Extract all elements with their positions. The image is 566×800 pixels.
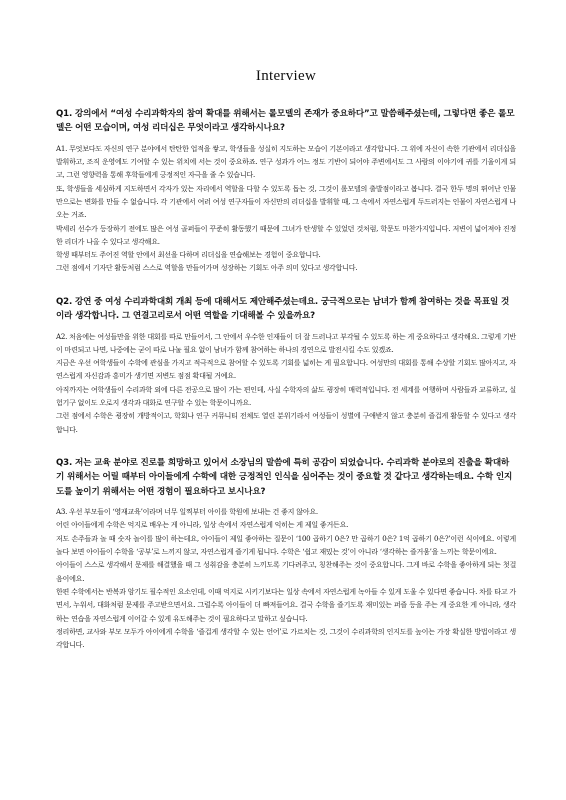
answer-2-paragraph-4: 그런 점에서 수학은 굉장히 개방적이고, 학회나 연구 커뮤니티 전체도 열린 분위기라서 여성들이 성별에 구애받지 않고 충분히 즐겁게 활동할 수 있다고 생각합니다. (56, 411, 516, 434)
answer-2-paragraph-1: A2. 처음에는 여성들만을 위한 대회를 따로 만들어서, 그 안에서 우수한 인재들이 더 잘 드러나고 부각될 수 있도록 하는 게 중요하다고 생각해요. 그렇게 기반이 마련되고 나면, 나중에는 굳이 따로 나눌 필요 없이 남녀가 함께 참여하는 하나의 경연으로 발전시킬 수도 있겠죠. (56, 331, 516, 354)
answer-3-paragraph-3: 저도 손주들과 놀 때 숫자 놀이를 많이 하는데요, 아이들이 제일 좋아하는 질문이 ‘100 곱하기 0은? 만 곱하기 0은? 1억 곱하기 0은?’이런 식이에요. 이렇게 놀다 보면 아이들이 수학을 ‘공부’로 느끼지 않고, 자연스럽게 즐기게 됩니다. 수학은 ‘쉽고 재밌는 것’이 아니라 ‘생각하는 즐거움’을 느끼는 학문이에요. (56, 533, 516, 557)
qa-block-1 (56, 107, 516, 275)
answer-3-paragraph-2: 어린 아이들에게 수학은 억지로 배우는 게 아니라, 일상 속에서 자연스럽게 익히는 게 제일 좋거든요. (56, 520, 349, 530)
answer-1-paragraph-4: 학생 때부터도 주어진 역할 안에서 최선을 다하며 리더십을 연습해보는 경험이 중요합니다. (56, 250, 321, 260)
answer-1-paragraph-5: 그런 점에서 기자단 활동처럼 스스로 역할을 만들어가며 성장하는 기회도 아주 의미 있다고 생각합니다. (56, 263, 358, 273)
answer-3-paragraph-5: 한편 수학에서는 반복과 암기도 필수적인 요소인데, 이때 억지로 시키기보다는 일상 속에서 자연스럽게 녹아들 수 있게 도울 수 있다면 좋습니다. 차를 타고 가면서, 누워서, 대화처럼 문제를 주고받으면서요. 그럴수록 아이들이 더 빠져들어요. 결국 수학을 즐기도록 재미있는 퍼즐 등을 주는 게 중요한 게 아니라, 생각하는 연습을 자연스럽게 이어갈 수 있게 유도해주는 것이 필요하다고 말하고 싶습니다. (56, 586, 516, 623)
question-3: Q3. 저는 교육 분야로 진로를 희망하고 있어서 소장님의 말씀에 특히 공감이 되었습니다. 수리과학 분야로의 진출을 확대하기 위해서는 어릴 때부터 아이들에게 수학에 대한 긍정적인 인식을 심어주는 것이 중요할 것 같다고 생각하는데요. 수학 인지도를 높이기 위해서는 어떤 경험이 필요하다고 보시나요? (56, 457, 513, 497)
answer-3-paragraph-1: A3. 우선 부모들이 ‘영재교육’이라며 너무 일찍부터 아이를 학원에 보내는 건 좋지 않아요. (56, 507, 318, 517)
page-title: Interview (255, 68, 317, 84)
qa-block-3 (56, 456, 516, 651)
answer-2-paragraph-3: 아직까지는 여학생들이 수리과학 외에 다른 전공으로 많이 가는 편인데, 사실 수학자의 삶도 굉장히 매력적입니다. 전 세계를 여행하며 사람들과 교류하고, 실험기구 없이도 오로지 생각과 대화로 연구할 수 있는 학문이니까요. (56, 384, 516, 408)
question-1: Q1. 강의에서 “여성 수리과학자의 참여 확대를 위해서는 롤모델의 존재가 중요하다”고 말씀해주셨는데, 그렇다면 좋은 롤모델은 어떤 모습이며, 여성 리더십은 무엇이라고 생각하시나요? (56, 109, 515, 134)
answer-2-paragraph-2: 지금은 우선 여학생들이 수학에 관심을 가지고 적극적으로 참여할 수 있도록 기회를 넓히는 게 필요합니다. 여성만의 대회를 통해 수상할 기회도 많아지고, 자연스럽게 자신감과 흥미가 생기면 저변도 점점 확대될 거예요. (56, 358, 516, 381)
answer-1-paragraph-3: 박세리 선수가 등장하기 전에도 많은 여성 골퍼들이 꾸준히 활동했기 때문에 그녀가 탄생할 수 있었던 것처럼, 학문도 마찬가지입니다. 저변이 넓어져야 진정한 리더가 나올 수 있다고 생각해요. (56, 223, 516, 246)
qa-block-2 (56, 295, 516, 436)
answer-3-paragraph-6: 정리하면, 교사와 부모 모두가 아이에게 수학을 ‘즐겁게 생각할 수 있는 언어’로 가르치는 것, 그것이 수리과학의 인지도를 높이는 가장 확실한 방법이라고 생각합니다. (56, 626, 516, 650)
question-2: Q2. 강연 중 여성 수리과학대회 개최 등에 대해서도 제안해주셨는데요. 궁극적으로는 남녀가 함께 참여하는 것을 목표일 것이라 생각합니다. 그 연결고리로서 어떤 역할을 기대해볼 수 있을까요? (56, 296, 510, 322)
answer-3-paragraph-4: 아이들이 스스로 생각해서 문제를 해결했을 때 그 성취감을 충분히 느끼도록 기다려주고, 칭찬해주는 것이 중요합니다. 그게 바로 수학을 좋아하게 되는 첫걸음이에요. (56, 560, 516, 583)
answer-1-paragraph-1: A1. 무엇보다도 자신의 연구 분야에서 탄탄한 업적을 쌓고, 학생들을 성실히 지도하는 모습이 기본이라고 생각합니다. 그 위에 자신이 속한 기관에서 리더십을 발휘하고, 조직 운영에도 기여할 수 있는 위치에 서는 것이 중요하죠. 연구 성과가 어느 정도 기반이 되어야 주변에서도 그 사람의 이야기에 귀를 기울이게 되고, 그런 영향력을 통해 후학들에게 긍정적인 자극을 줄 수 있습니다. (56, 143, 516, 180)
answer-1-paragraph-2: 또, 학생들을 세심하게 지도하면서 각자가 있는 자리에서 역할을 다할 수 있도록 돕는 것, 그것이 롤모델의 출발점이라고 봅니다. 결국 한두 명의 뛰어난 인물만으로는 변화를 만들 수 없습니다. 각 기관에서 여러 여성 연구자들이 자신만의 리더십을 발휘할 때, 그 속에서 자연스럽게 두드러지는 인물이 자연스럽게 나오는 거죠. (56, 183, 516, 220)
